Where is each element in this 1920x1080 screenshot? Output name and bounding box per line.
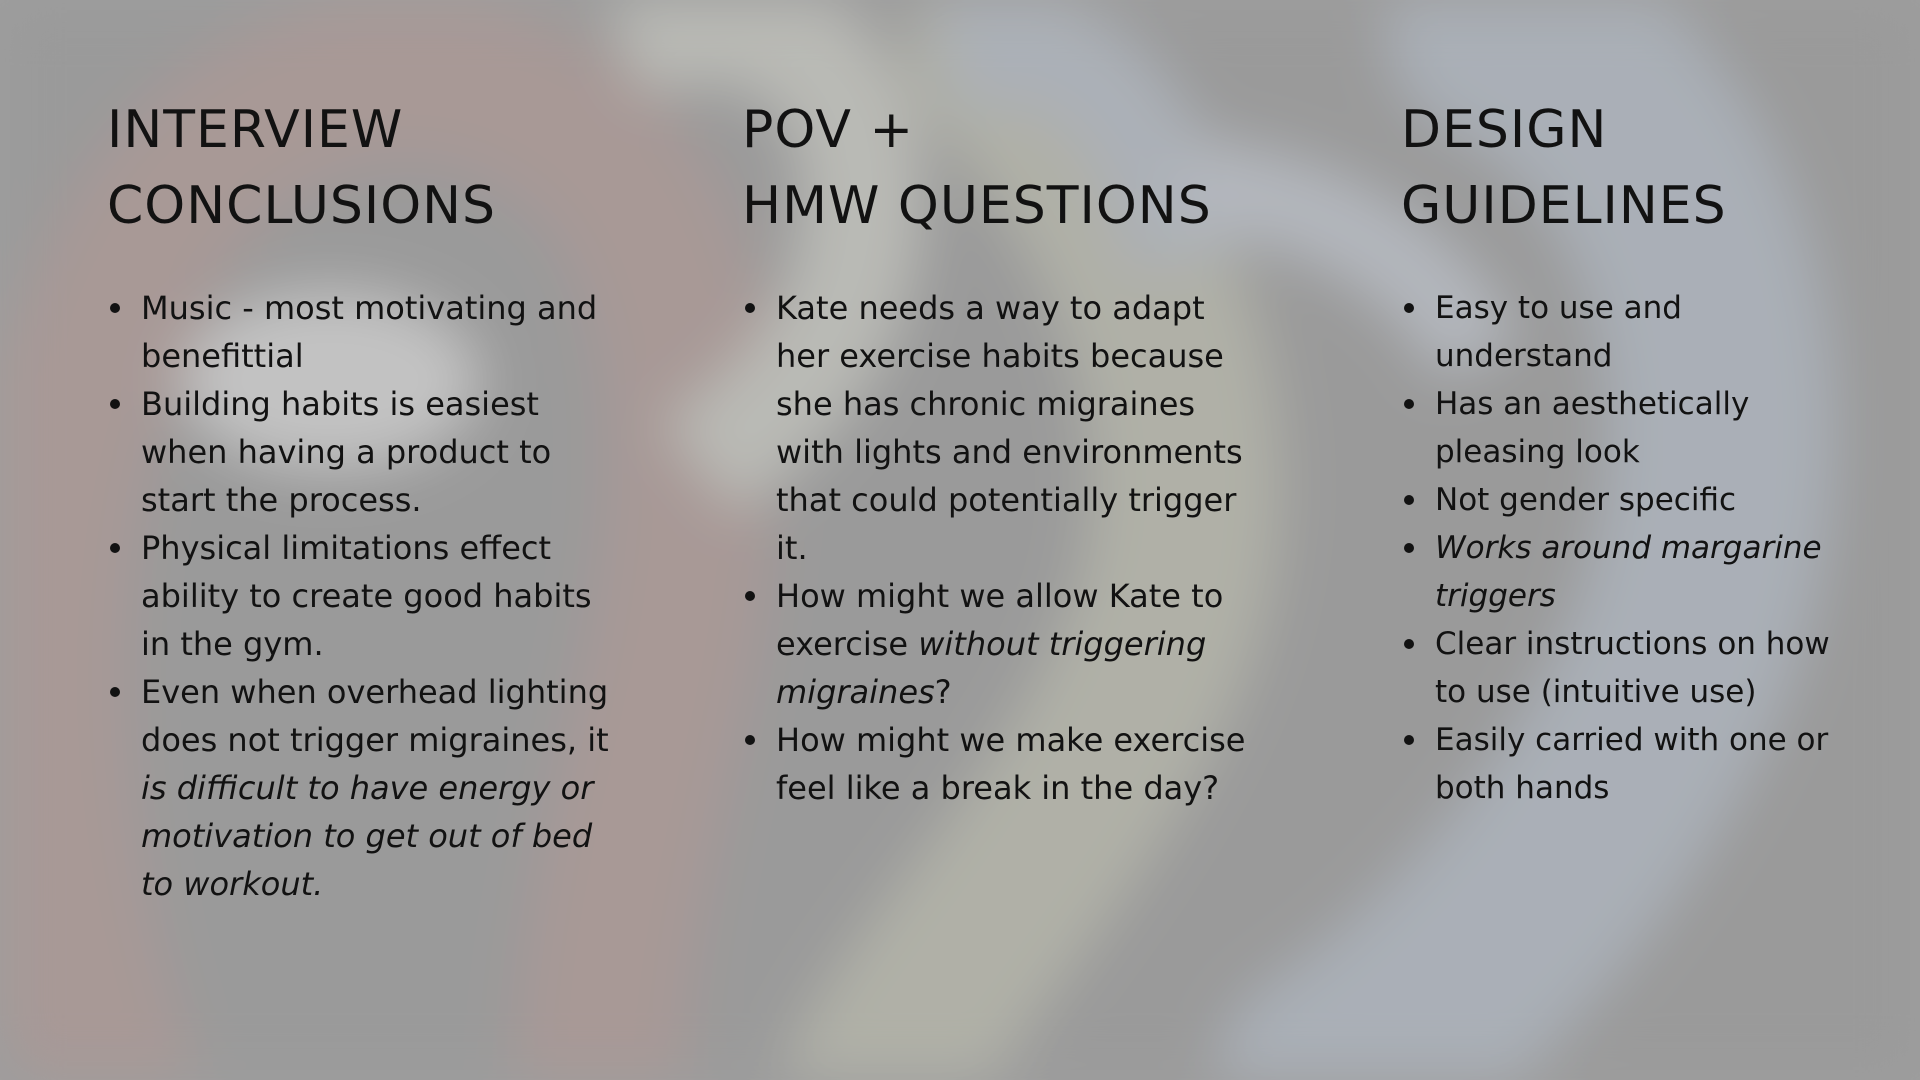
bullet-item (107, 524, 627, 668)
bullet-text: Easy to use and understand (1435, 290, 1682, 374)
bullet-item (107, 380, 627, 524)
bullet-text: Has an aesthetically pleasing look (1435, 386, 1750, 470)
bullet-text: Not gender specific (1435, 482, 1737, 518)
bullet-text: Physical limitations effect ability to create good habits in the gym. (141, 529, 592, 663)
bullet-item (1401, 716, 1841, 812)
heading-line: POV + (742, 100, 915, 160)
bullet-item (1401, 380, 1841, 476)
heading-line: CONCLUSIONS (107, 176, 497, 236)
bullet-item (1401, 524, 1841, 620)
bullet-item (1401, 620, 1841, 716)
bullet-text: Easily carried with one or both hands (1435, 722, 1829, 806)
bullet-item (107, 284, 627, 380)
bullet-text: How might we allow Kate to exercise (776, 577, 1224, 663)
pov-hmw-list (742, 284, 1262, 812)
bullet-text: Kate needs a way to adapt her exercise habits because she has chronic migraines with lights and environments that could potentially trigger it. (776, 289, 1243, 567)
bullet-dot-icon (745, 591, 755, 601)
interview-conclusions-heading (107, 92, 627, 244)
bullet-text: Music - most motivating and benefittial (141, 289, 598, 375)
bullet-item (742, 572, 1262, 716)
bullet-item (742, 716, 1262, 812)
design-guidelines-heading (1401, 92, 1841, 244)
bullet-text: ? (934, 673, 952, 711)
bullet-text-italic: without triggering migraines (776, 625, 1207, 711)
bullet-dot-icon (110, 543, 120, 553)
bullet-dot-icon (110, 399, 120, 409)
interview-conclusions-column (107, 92, 627, 908)
bullet-dot-icon (1404, 543, 1414, 553)
pov-hmw-column (742, 92, 1262, 812)
bullet-item (1401, 476, 1841, 524)
heading-line: DESIGN (1401, 100, 1608, 160)
heading-line: GUIDELINES (1401, 176, 1727, 236)
bullet-text: Clear instructions on how to use (intuitive use) (1435, 626, 1830, 710)
bullet-dot-icon (1404, 639, 1414, 649)
heading-line: HMW QUESTIONS (742, 176, 1212, 236)
bullet-item (742, 284, 1262, 572)
bullet-dot-icon (1404, 399, 1414, 409)
bullet-dot-icon (745, 303, 755, 313)
bullet-dot-icon (1404, 495, 1414, 505)
bullet-text: Building habits is easiest when having a product to start the process. (141, 385, 552, 519)
interview-conclusions-list (107, 284, 627, 908)
bullet-text: How might we make exercise feel like a break in the day? (776, 721, 1246, 807)
bullet-dot-icon (1404, 303, 1414, 313)
pov-hmw-heading (742, 92, 1262, 244)
bullet-text-italic: Works around margarine triggers (1435, 530, 1822, 614)
bullet-dot-icon (1404, 735, 1414, 745)
bullet-item (107, 668, 627, 908)
bullet-dot-icon (110, 303, 120, 313)
design-guidelines-list (1401, 284, 1841, 812)
bullet-dot-icon (110, 687, 120, 697)
bullet-dot-icon (745, 735, 755, 745)
bullet-text-italic: is difficult to have energy or motivation to get out of bed to workout. (141, 769, 594, 903)
bullet-item (1401, 284, 1841, 380)
design-guidelines-column (1401, 92, 1841, 812)
bullet-text: Even when overhead lighting does not trigger migraines, it (141, 673, 609, 759)
heading-line: INTERVIEW (107, 100, 404, 160)
